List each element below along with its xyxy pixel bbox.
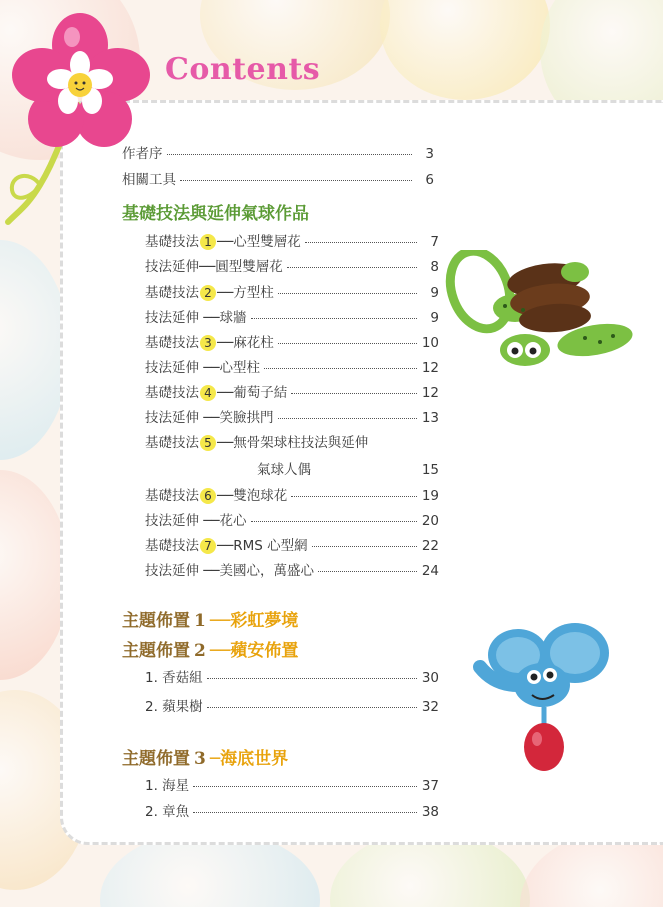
- step-number-badge: 5: [200, 435, 216, 451]
- dot-leader: [291, 496, 417, 497]
- turtle-balloon-illustration: [445, 250, 635, 385]
- page-number: 12: [421, 385, 439, 401]
- technique-title: ──圓型雙層花: [199, 259, 283, 275]
- dot-leader: [251, 318, 417, 319]
- page-number: 19: [421, 488, 439, 504]
- technique-prefix: 技法延伸: [145, 410, 199, 426]
- page-title: Contents: [165, 52, 321, 87]
- toc-row-technique[interactable]: [145, 509, 439, 529]
- toc-label: 2. 蘋果樹: [145, 699, 203, 715]
- technique-title: ──心型柱: [199, 360, 261, 376]
- technique-title: ──無骨架球柱技法與延伸: [217, 435, 369, 451]
- theme-title: ──蘋安佈置: [209, 641, 299, 661]
- toc-label: 1. 香菇組: [145, 670, 203, 686]
- technique-prefix: 技法延伸: [145, 310, 199, 326]
- technique-prefix: 技法延伸: [145, 360, 199, 376]
- page-number: 22: [421, 538, 439, 554]
- theme-heading-2[interactable]: [122, 636, 298, 661]
- theme-number: 3: [194, 749, 206, 769]
- dot-leader: [318, 571, 417, 572]
- page-number: 24: [421, 563, 439, 579]
- theme-number: 1: [194, 611, 206, 631]
- toc-row-technique[interactable]: [145, 406, 439, 426]
- dot-leader: [193, 812, 417, 813]
- toc-label: [145, 534, 308, 554]
- technique-prefix: 基礎技法: [145, 488, 199, 504]
- theme-title: ─海底世界: [209, 749, 289, 769]
- toc-label: [145, 281, 274, 301]
- toc-label: [145, 230, 301, 250]
- step-number-badge: 7: [200, 538, 216, 554]
- technique-prefix: 基礎技法: [145, 385, 199, 401]
- theme-label: 主題佈置: [122, 641, 190, 661]
- page-number: 10: [421, 335, 439, 351]
- technique-title: ──雙泡球花: [217, 488, 288, 504]
- technique-title: ──麻花柱: [217, 335, 274, 351]
- step-number-badge: 2: [200, 285, 216, 301]
- toc-label: [145, 431, 368, 451]
- toc-label: 2. 章魚: [145, 804, 190, 820]
- elephant-balloon-illustration: [470, 615, 640, 785]
- toc-label: [145, 406, 274, 426]
- dot-leader: [278, 343, 417, 344]
- toc-row-octopus[interactable]: [145, 800, 439, 820]
- toc-label: 1. 海星: [145, 778, 190, 794]
- dot-leader: [207, 678, 417, 679]
- toc-label: [145, 458, 311, 478]
- technique-prefix: 基礎技法: [145, 234, 199, 250]
- section-heading-basics: 基礎技法與延伸氣球作品: [122, 204, 309, 224]
- theme-label: 主題佈置: [122, 611, 190, 631]
- technique-title: ──RMS 心型網: [217, 538, 308, 554]
- toc-row-tools[interactable]: [122, 168, 434, 188]
- toc-row-technique[interactable]: [145, 281, 439, 301]
- technique-prefix: 基礎技法: [145, 285, 199, 301]
- step-number-badge: 3: [200, 335, 216, 351]
- toc-row-apple-tree[interactable]: [145, 695, 439, 715]
- toc-row-preface[interactable]: [122, 142, 434, 162]
- technique-prefix: 技法延伸: [145, 259, 199, 275]
- technique-prefix: 基礎技法: [145, 538, 199, 554]
- dot-leader: [264, 368, 417, 369]
- theme-heading-1[interactable]: [122, 606, 298, 631]
- technique-prefix: 技法延伸: [145, 563, 199, 579]
- page-number: 20: [421, 513, 439, 529]
- theme-label: 主題佈置: [122, 749, 190, 769]
- toc-row-technique[interactable]: [145, 458, 439, 478]
- dot-leader: [278, 293, 417, 294]
- toc-row-technique[interactable]: [145, 431, 439, 451]
- step-number-badge: 6: [200, 488, 216, 504]
- toc-label: [145, 509, 247, 529]
- dot-leader: [305, 242, 417, 243]
- page-number: 6: [425, 172, 434, 188]
- dot-leader: [207, 707, 417, 708]
- theme-number: 2: [194, 641, 206, 661]
- page-number: 15: [421, 462, 439, 478]
- toc-label: 作者序: [122, 146, 163, 162]
- dot-leader: [312, 546, 417, 547]
- page-number: 38: [421, 804, 439, 820]
- toc-label: 相關工具: [122, 172, 176, 188]
- toc-row-technique[interactable]: [145, 230, 439, 250]
- dot-leader: [193, 786, 417, 787]
- toc-label: [145, 255, 283, 275]
- technique-title: ──方型柱: [217, 285, 274, 301]
- page-number: 32: [421, 699, 439, 715]
- page-number: 3: [425, 146, 434, 162]
- toc-row-technique[interactable]: [145, 381, 439, 401]
- page-number: 13: [421, 410, 439, 426]
- dot-leader: [287, 267, 417, 268]
- page-number: 8: [430, 259, 439, 275]
- dot-leader: [291, 393, 417, 394]
- technique-title: ──球牆: [199, 310, 247, 326]
- toc-row-technique[interactable]: [145, 331, 439, 351]
- technique-prefix: 基礎技法: [145, 435, 199, 451]
- toc-label: [145, 306, 247, 326]
- page-number: 30: [421, 670, 439, 686]
- toc-label: [145, 331, 274, 351]
- page-number: 9: [430, 310, 439, 326]
- theme-heading-3[interactable]: [122, 744, 288, 769]
- technique-title: ──心型雙層花: [217, 234, 301, 250]
- dot-leader: [167, 154, 413, 155]
- page-number: 37: [421, 778, 439, 794]
- toc-label: [145, 381, 287, 401]
- page-number: 12: [421, 360, 439, 376]
- technique-prefix: 基礎技法: [145, 335, 199, 351]
- page-number: 9: [430, 285, 439, 301]
- theme-title: ──彩虹夢境: [209, 611, 299, 631]
- toc-row-technique[interactable]: [145, 306, 439, 326]
- dot-leader: [251, 521, 417, 522]
- technique-title: ──美國心，萬盛心: [199, 563, 315, 579]
- dot-leader: [278, 418, 417, 419]
- technique-prefix: 技法延伸: [145, 513, 199, 529]
- toc-label: [145, 559, 314, 579]
- toc-row-technique[interactable]: [145, 356, 439, 376]
- toc-row-mushroom[interactable]: [145, 666, 439, 686]
- page-number: 7: [430, 234, 439, 250]
- technique-title: ──笑臉拱門: [199, 410, 274, 426]
- toc-label: [145, 356, 260, 376]
- toc-row-technique[interactable]: [145, 255, 439, 275]
- step-number-badge: 1: [200, 234, 216, 250]
- toc-row-technique[interactable]: [145, 484, 439, 504]
- technique-title: 氣球人偶: [257, 462, 311, 478]
- toc-row-technique[interactable]: [145, 534, 439, 554]
- dot-leader: [180, 180, 412, 181]
- toc-row-technique[interactable]: [145, 559, 439, 579]
- flower-balloon-illustration: [0, 10, 160, 230]
- toc-label: [145, 484, 287, 504]
- step-number-badge: 4: [200, 385, 216, 401]
- technique-title: ──葡萄子結: [217, 385, 288, 401]
- technique-title: ──花心: [199, 513, 247, 529]
- toc-row-starfish[interactable]: [145, 774, 439, 794]
